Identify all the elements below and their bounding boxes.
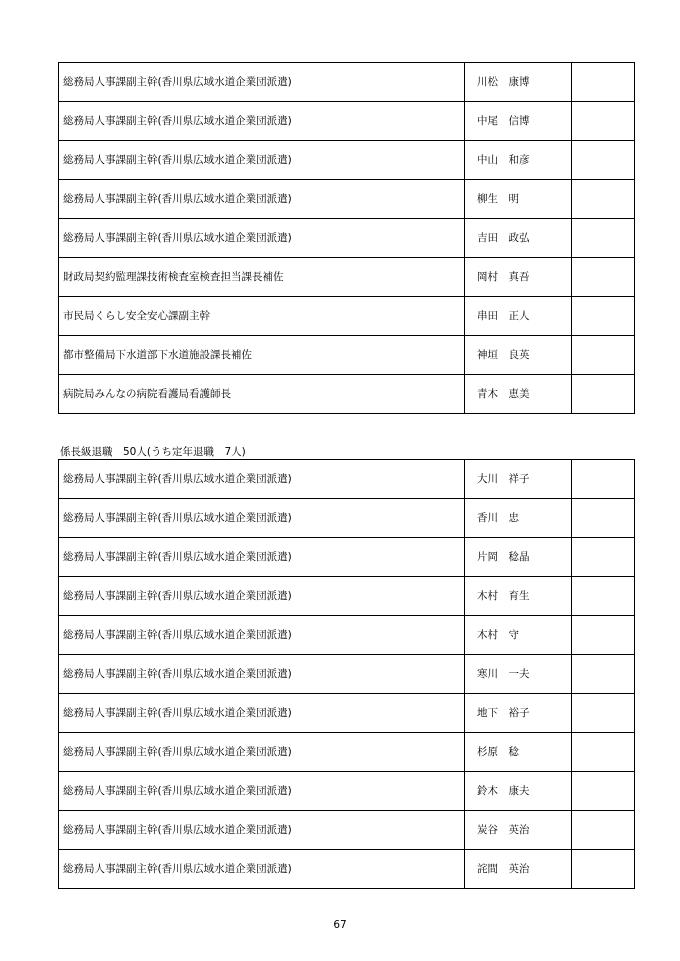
post-cell: 総務局人事課副主幹(香川県広域水道企業団派遣) (59, 655, 465, 694)
table-row (59, 577, 635, 616)
blank-cell (572, 180, 635, 219)
table-row (59, 460, 635, 499)
post-cell: 総務局人事課副主幹(香川県広域水道企業団派遣) (59, 577, 465, 616)
table-row (59, 336, 635, 375)
post-cell: 総務局人事課副主幹(香川県広域水道企業団派遣) (59, 538, 465, 577)
name-cell: 木村 育生 (465, 577, 572, 616)
post-cell: 総務局人事課副主幹(香川県広域水道企業団派遣) (59, 733, 465, 772)
table-row (59, 694, 635, 733)
table-row (59, 499, 635, 538)
name-cell: 川松 康博 (465, 63, 572, 102)
table-row (59, 375, 635, 414)
name-cell: 中尾 信博 (465, 102, 572, 141)
lower-retiree-table-body (59, 460, 635, 889)
blank-cell (572, 538, 635, 577)
name-cell: 香川 忠 (465, 499, 572, 538)
post-cell: 財政局契約監理課技術検査室検査担当課長補佐 (59, 258, 465, 297)
blank-cell (572, 375, 635, 414)
name-cell: 杉原 稔 (465, 733, 572, 772)
post-cell: 総務局人事課副主幹(香川県広域水道企業団派遣) (59, 219, 465, 258)
post-cell: 総務局人事課副主幹(香川県広域水道企業団派遣) (59, 180, 465, 219)
post-cell: 総務局人事課副主幹(香川県広域水道企業団派遣) (59, 850, 465, 889)
name-cell: 串田 正人 (465, 297, 572, 336)
blank-cell (572, 141, 635, 180)
table-row (59, 811, 635, 850)
post-cell: 総務局人事課副主幹(香川県広域水道企業団派遣) (59, 616, 465, 655)
table-row (59, 180, 635, 219)
name-cell: 寒川 一夫 (465, 655, 572, 694)
upper-retiree-table-body (59, 63, 635, 414)
table-row (59, 538, 635, 577)
table-row (59, 141, 635, 180)
blank-cell (572, 616, 635, 655)
post-cell: 総務局人事課副主幹(香川県広域水道企業団派遣) (59, 460, 465, 499)
post-cell: 総務局人事課副主幹(香川県広域水道企業団派遣) (59, 63, 465, 102)
name-cell: 岡村 真吾 (465, 258, 572, 297)
table-row (59, 616, 635, 655)
blank-cell (572, 577, 635, 616)
blank-cell (572, 63, 635, 102)
table-row (59, 733, 635, 772)
name-cell: 片岡 稔晶 (465, 538, 572, 577)
name-cell: 地下 裕子 (465, 694, 572, 733)
name-cell: 大川 祥子 (465, 460, 572, 499)
name-cell: 青木 恵美 (465, 375, 572, 414)
post-cell: 総務局人事課副主幹(香川県広域水道企業団派遣) (59, 102, 465, 141)
table-row (59, 772, 635, 811)
name-cell: 柳生 明 (465, 180, 572, 219)
lower-retiree-table (58, 459, 635, 889)
blank-cell (572, 772, 635, 811)
upper-retiree-table (58, 62, 635, 414)
table-row (59, 655, 635, 694)
post-cell: 総務局人事課副主幹(香川県広域水道企業団派遣) (59, 772, 465, 811)
blank-cell (572, 811, 635, 850)
name-cell: 木村 守 (465, 616, 572, 655)
blank-cell (572, 655, 635, 694)
post-cell: 病院局みんなの病院看護局看護師長 (59, 375, 465, 414)
blank-cell (572, 219, 635, 258)
table-row (59, 63, 635, 102)
post-cell: 市民局くらし安全安心課副主幹 (59, 297, 465, 336)
post-cell: 総務局人事課副主幹(香川県広域水道企業団派遣) (59, 811, 465, 850)
blank-cell (572, 258, 635, 297)
name-cell: 吉田 政弘 (465, 219, 572, 258)
table-row (59, 850, 635, 889)
blank-cell (572, 460, 635, 499)
name-cell: 鈴木 康夫 (465, 772, 572, 811)
post-cell: 総務局人事課副主幹(香川県広域水道企業団派遣) (59, 499, 465, 538)
name-cell: 神垣 良英 (465, 336, 572, 375)
section-heading: 係長級退職 50人(うち定年退職 7人) (60, 446, 246, 458)
table-row (59, 219, 635, 258)
name-cell: 炭谷 英治 (465, 811, 572, 850)
post-cell: 総務局人事課副主幹(香川県広域水道企業団派遣) (59, 694, 465, 733)
table-row (59, 297, 635, 336)
blank-cell (572, 850, 635, 889)
blank-cell (572, 694, 635, 733)
blank-cell (572, 297, 635, 336)
page-number: 67 (333, 919, 347, 931)
blank-cell (572, 336, 635, 375)
post-cell: 総務局人事課副主幹(香川県広域水道企業団派遣) (59, 141, 465, 180)
blank-cell (572, 499, 635, 538)
post-cell: 都市整備局下水道部下水道施設課長補佐 (59, 336, 465, 375)
name-cell: 中山 和彦 (465, 141, 572, 180)
blank-cell (572, 102, 635, 141)
name-cell: 詫間 英治 (465, 850, 572, 889)
table-row (59, 102, 635, 141)
blank-cell (572, 733, 635, 772)
table-row (59, 258, 635, 297)
